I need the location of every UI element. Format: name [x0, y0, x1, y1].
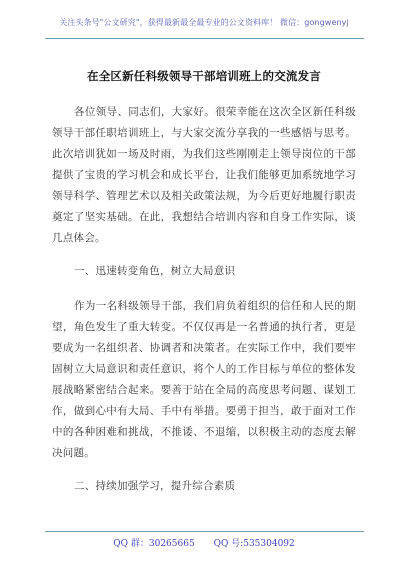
footer-divider: [45, 531, 364, 532]
header-divider: [45, 38, 364, 39]
footer-contact: [0, 536, 408, 549]
document-body: [52, 102, 356, 511]
section-heading-2: 二、持续加强学习，提升综合素质: [74, 480, 236, 492]
document-title: 在全区新任科级领导干部培训班上的交流发言: [87, 69, 321, 83]
qq-number-text: QQ 号:535304092: [213, 539, 295, 549]
qq-group-text: QQ 群：30265665: [113, 539, 195, 549]
opening-paragraph: 各位领导、同志们，大家好。很荣幸能在这次全区新任科级领导干部任职培训班上，与大家交流分享我的一些感悟与思考。此次培训犹如一场及时雨，为我们这些刚刚走上领导岗位的干部提供了宝贵的学习机会和成长平台，让我们能够更加系统地学习领导科学、管理艺术以及相关政策法规，为今后更好地履行职责奠定了坚实基础。在此，我想结合培训内容和自身工作实际，谈几点体会。: [52, 106, 356, 244]
header-notice: 关注头条号"公文研究"，获得最新最全最专业的公文资料库！ 微信：gongwenyj: [59, 18, 349, 27]
section-1-paragraph: 作为一名科级领导干部，我们肩负着组织的信任和人民的期望，角色发生了重大转变。不仅仅再是一名普通的执行者，更是要成为一名组织者、协调者和决策者。在实际工作中，我们要牢固树立大局意识和责任意识，将个人的工作目标与单位的整体发展战略紧密结合起来。要善于站在全局的高度思考问题、谋划工作，做到心中有大局、手中有举措。要勇于担当，敢于面对工作中的各种困难和挑战，不推诿、不退缩，以积极主动的态度去解决问题。: [52, 300, 356, 459]
section-heading-1: 一、迅速转变角色，树立大局意识: [74, 265, 236, 277]
